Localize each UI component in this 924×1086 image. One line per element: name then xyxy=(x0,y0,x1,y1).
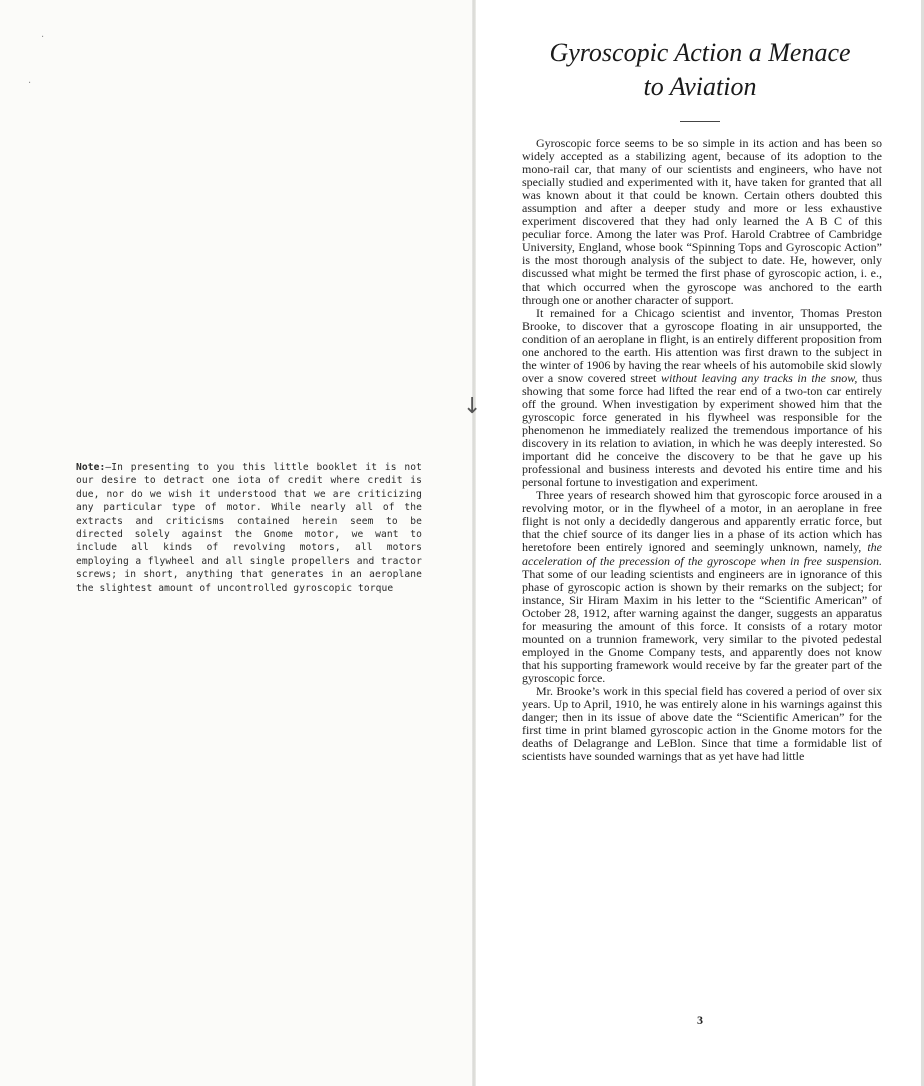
paragraph-1: Gyroscopic force seems to be so simple in its action and has been so widely accepted as a stabilizing agent, because of its adoption to the mono-rail car, that many of our scientists and engineers, who have not specially studied and experimented with it, have taken for granted that all was known about it that could be known. Certain others doubted this assumption and after a deeper study and more or less exhaustive experiment discovered that they had only learned the A B C of this peculiar force. Among the later was Prof. Harold Crabtree of Cambridge University, England, whose book “Spinning Tops and Gyroscopic Action” is the most thorough analysis of the subject to date. He, however, only discussed what might be termed the first phase of gyroscopic action, i. e., that which occurred when the gyroscope was anchored to the earth through one or another character of support. xyxy=(522,136,882,307)
paragraph-3-italic: the acceleration of the precession of the gyroscope when in free suspension. xyxy=(522,540,882,568)
paragraph-2 xyxy=(522,307,882,490)
note-label: Note: xyxy=(76,462,106,473)
paragraph-3-text-b: That some of our leading scientists and engineers are in ignorance of this phase of gyroscopic action is shown by their remarks on the subject; for instance, Sir Hiram Maxim in his letter to the “Scientific American” of October 28, 1912, after warning against the danger, suggests an apparatus for measuring the amount of this force. It consists of a rotary motor mounted on a trunnion framework, very similar to the pivoted pedestal employed in the Gnome Company tests, and apparently does not know that his supporting framework would receive by far the greater part of the gyroscopic force. xyxy=(522,566,882,685)
note-block xyxy=(76,461,422,595)
page-title xyxy=(476,36,924,104)
title-line-1: Gyroscopic Action a Menace xyxy=(549,38,851,67)
paragraph-3-text-a: Three years of research showed him that gyroscopic force aroused in a revolving motor, or in the flywheel of a motor, in an aeroplane in free flight is not only a decidedly dangerous and apparently erratic force, but that the chief source of its danger lies in a phase of its action which has heretofore been entirely ignored and seemingly unknown, namely, xyxy=(522,488,882,555)
article-body xyxy=(522,137,882,763)
page-number: 3 xyxy=(697,1013,703,1027)
paragraph-4: Mr. Brooke’s work in this special field has covered a period of over six years. Up to April, 1910, he was entirely alone in his warnings against this danger; then in its issue of above date the “Scientific American” for the first time in print blamed gyroscopic action in the Gnome motors for the deaths of Delagrange and LeBlon. Since that time a formidable list of scientists have sounded warnings that as yet have had little xyxy=(522,683,882,764)
page-gutter xyxy=(472,0,476,1086)
margin-arrow-icon: ↓ xyxy=(463,394,482,419)
paragraph-2-italic: without leaving any tracks in the snow, xyxy=(660,370,858,385)
title-rule xyxy=(680,121,720,122)
note-text: —In presenting to you this little booklet it is not our desire to detract one iota of credit where credit is due, nor do we wish it understood that we are criticizing any particular type of motor. While nearly all of the extracts and criticisms contained herein seem to be directed solely against the Gnome motor, we want to include all kinds of revolving motors, all motors employing a flywheel and all single propellers and tractor screws; in short, anything that generates in an aeroplane the slightest amount of uncontrolled gyroscopic torque xyxy=(76,462,422,594)
scan-speck-icon: · xyxy=(41,32,45,43)
scan-speck-icon: · xyxy=(28,78,32,89)
paragraph-2-text-b: thus showing that some force had lifted the rear end of a two-ton car entirely off the ground. When investigation by experiment showed him that the gyroscopic force generated in his flywheel was responsible for the phenomenon he immediately realized the tremendous importance of his discovery in its relation to aviation, in which he was deeply interested. So important did he conceive the discovery to be that he gave up his professional and business interests and devoted his entire time and his personal fortune to investigation and experiment. xyxy=(522,370,882,490)
paragraph-3 xyxy=(522,489,882,685)
title-line-2: to Aviation xyxy=(643,72,757,101)
paragraph-2-text-a: It remained for a Chicago scientist and inventor, Thomas Preston Brooke, to discover that a gyroscope floating in air unsupported, the condition of an aeroplane in flight, is an entirely different proposition from one anchored to the earth. His attention was first drawn to the subject in the winter of 1906 by having the rear wheels of his automobile skid slowly over a snow covered street xyxy=(522,305,882,385)
